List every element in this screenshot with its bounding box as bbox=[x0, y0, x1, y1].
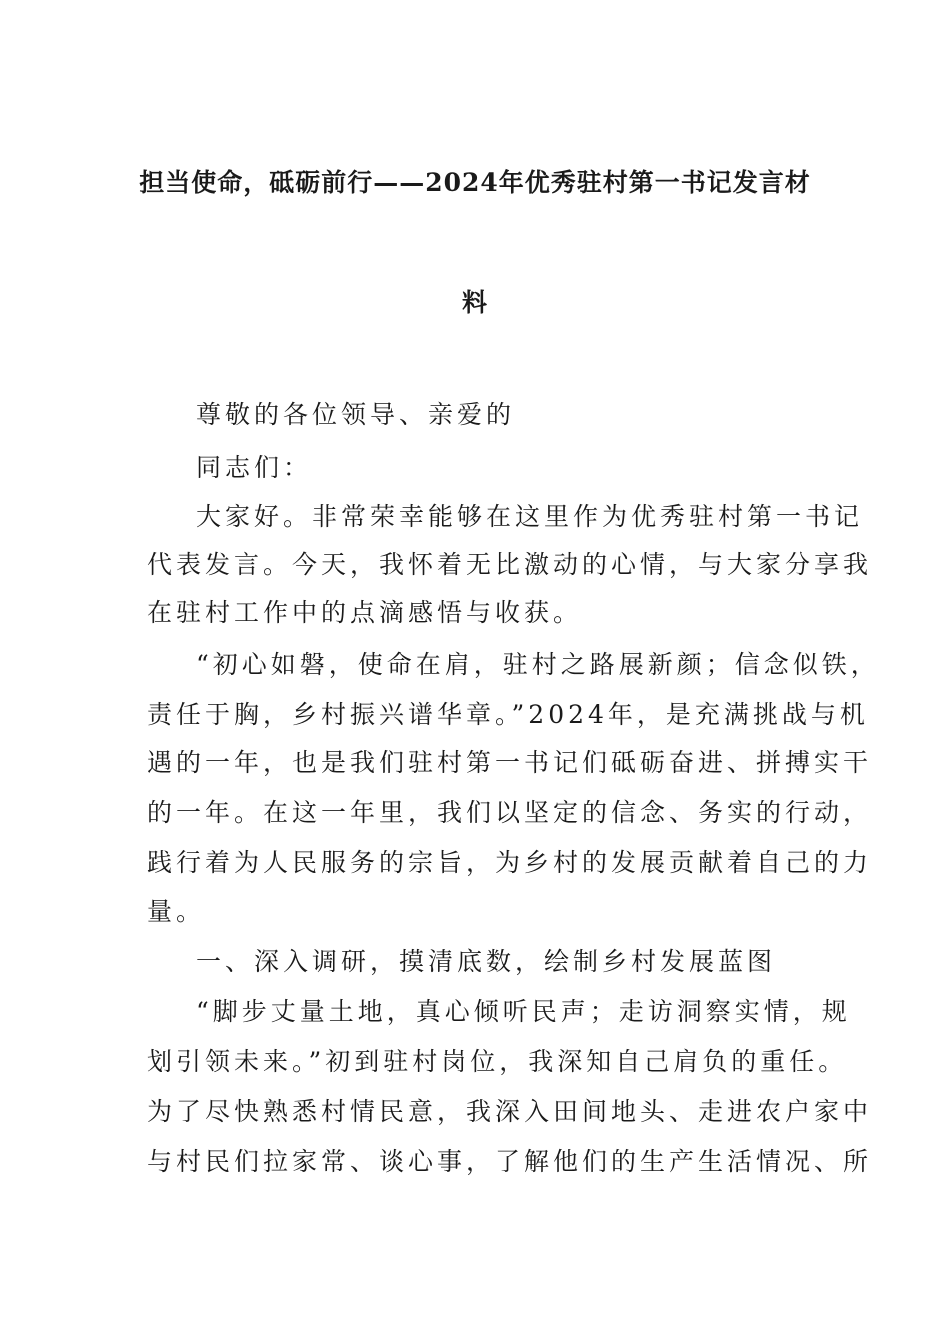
paragraph-line: 在驻村工作中的点滴感悟与收获。 bbox=[147, 598, 583, 627]
paragraph-line: 划引领未来。”初到驻村岗位，我深知自己肩负的重任。 bbox=[147, 1047, 848, 1076]
paragraph-line: “初心如磐，使命在肩，驻村之路展新颜；信念似铁， bbox=[196, 650, 880, 679]
paragraph-line: 代表发言。今天，我怀着无比激动的心情，与大家分享我 bbox=[147, 550, 873, 579]
document-title-line-2: 料 bbox=[461, 288, 488, 317]
paragraph-line: “脚步丈量土地，真心倾听民声；走访洞察实情，规 bbox=[196, 997, 851, 1026]
paragraph-line: 责任于胸，乡村振兴谱华章。”2024年，是充满挑战与机 bbox=[147, 700, 869, 729]
section-heading: 一、深入调研，摸清底数，绘制乡村发展蓝图 bbox=[196, 947, 777, 976]
paragraph-line: 的一年。在这一年里，我们以坚定的信念、务实的行动， bbox=[147, 798, 873, 827]
salutation-line-1: 尊敬的各位领导、亲爱的 bbox=[196, 400, 516, 429]
document-title-line-1: 担当使命，砥砺前行——2024年优秀驻村第一书记发言材 bbox=[139, 168, 811, 197]
paragraph-line: 与村民们拉家常、谈心事，了解他们的生产生活情况、所 bbox=[147, 1147, 873, 1176]
paragraph-line: 遇的一年，也是我们驻村第一书记们砥砺奋进、拼搏实干 bbox=[147, 748, 873, 777]
salutation-line-2: 同志们： bbox=[196, 453, 313, 482]
paragraph-line: 践行着为人民服务的宗旨，为乡村的发展贡献着自己的力 bbox=[147, 848, 873, 877]
paragraph-line: 为了尽快熟悉村情民意，我深入田间地头、走进农户家中 bbox=[147, 1097, 873, 1126]
paragraph-line: 大家好。非常荣幸能够在这里作为优秀驻村第一书记 bbox=[196, 502, 864, 531]
paragraph-line: 量。 bbox=[147, 897, 206, 926]
